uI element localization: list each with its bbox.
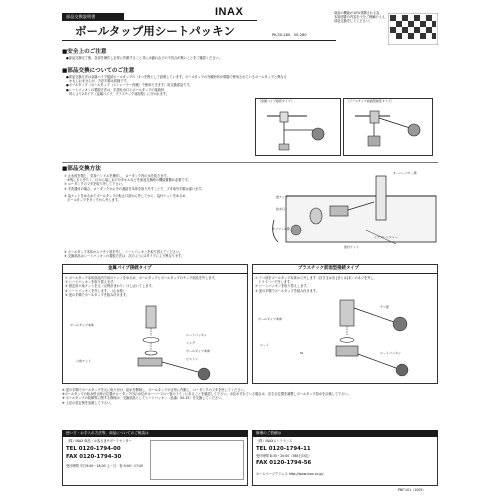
type-a-label-packing: シートパッキン [186,333,207,337]
type-b-title: プラスチック前面型接続タイプ [298,266,359,271]
fax-label: FAX [256,460,268,466]
type-b-title-rule [252,273,438,274]
procedure-steps: ① 止水栓を閉じ、気持ハンドルを操作し、ロータンク内の水を抜きます。 ※残しると冷たく、口から接しものやタオルなどを部品交換時の機能置側が必要です。 ② ロータンクのフタを取り外して下さい。 ③ 手洗器付の場合、ロータンクから中の連結を本体を取り外すことで、フタ取外手順は違います。 ③ 袋ナットをゆるめてボールタップの転止口部から外してから、袋付ナットをゆるめ、 ボールタップをタンクから外します。 [64,174,205,203]
footer-table-decor [150,440,244,480]
caution-text: ●部品交換方法は金属パイプ接続ボールタップの（1つを例として説明しています。ボールタップの外観形状が現場で使用されているボールタップと異なる かもしれませんが、方法手順は同様です。 ●ボールタップ（ボールタップ（ストレーナー内蔵）で使用できます）用交換部品です。 ●シートパッキンの着脱方法は、手洗吐水口とボールタップの接続材 料により2タイプ（金属パイプ、プラスチック前面型）に分かれます。 [66,75,287,96]
type-a-label-body2: ボールタップ本体 [186,349,210,353]
final-notes: ⑥ 逆の手順でボールタップを元に取り付け、給水を開始し、ボールタップが正常に作動し、ロータンクのフタを戻してください。 ※ボールタップの給水停止時の位置がロータンク内の水位がオーバーフロー管のラインにあることを確認して下さい。水位がずれている場合は、浮き玉位置を調整しボールタップ給水を点検して下さい。 ※ ボールタップの故障等に関する修理は、交換部品としてシートパッキン（品番：50-15）を交換してください。 ※ 上記の設定例を参照して下さい。 [62,388,351,405]
document-type-tab: 部品交換説明書 [62,13,124,20]
footer-support-hours: 受付時間 平日9:00〜18:00 土・日・祝 9:00〜17:00 [66,464,144,468]
brand-logo: INAX [215,6,244,18]
type-b-exploded-diagram [300,296,430,380]
type-a-steps: ① ボールタップ本体部品内方向のナットをゆるめ、ボールタップとボールタップのチップ部品を外します。 ② シートパッキンを取り替えます。 ③ 固定用六角ナットを元（反時計まわり）けしばいてします。 ④ シートパッキンを外します。（止水栓） ⑤ 逆の手順でボールタップを組み付けます。 [65,276,218,297]
footer-repair-url: ホームページアドレス http://www.inax.co.jp/ [256,472,324,476]
type-b-label-body: ボールタップ本体 [258,317,282,321]
footer-repair-header: 修理のご依頼は [252,430,438,437]
footer-repair-tel [256,446,311,453]
tel-number: 0120-1794-11 [268,446,311,452]
fax-label: FAX [66,454,78,460]
document-number: PNF'101（1005） [398,488,426,492]
type-a-label-ring: リング [186,341,195,345]
model-number: PK-50-280、50-280 [272,33,307,37]
procedure-title: ■部品交換方法 [62,166,101,172]
procedure-steps-continued: ④ ボールタップ本体からナモリ部を外し、シートパッキンを取り替えてください。 ⑤ 交換部品はシートパッキンの着脱方法は、次のように2タイプにより異なります。 [64,250,185,259]
footer-repair-org: （株）INAXメンテナンス [256,439,293,443]
tel-label: TEL [256,446,267,452]
diagram-label-subfill: サブフィル管 [272,227,290,231]
type-a-label-piston: ピストン [186,357,199,361]
notice-warning-graphic [388,13,438,45]
tel-number: 0120-1794-00 [78,446,121,452]
header-rule [62,20,257,21]
tel-label: TEL [66,446,77,452]
type-a-label-body: ボールタップ本体 [70,323,94,327]
fax-number: 0120-1794-30 [79,454,122,460]
footer-repair-fax [256,460,311,467]
type-a-label-hexnut: 六角ナット [76,359,91,363]
diagram-label-inlet: 給水口 [276,207,286,211]
page-title: ボールタップ用シートパッキン [75,24,235,38]
caution-title: ■部品交換についてのご注意 [62,68,135,74]
type-b-label-packing: シートパッキン [380,351,401,355]
ball-tap-plastic-illustration [350,108,430,154]
tank-disassembly-diagram [266,170,438,252]
ball-tap-metal-illustration [262,108,337,154]
footer-support-org: （株）INAX 商品・お客さまサポートセンター [66,439,132,443]
diagram-label-bag-nut: 袋付ナット [344,245,359,249]
section-divider [62,162,438,163]
footer-support-tel [66,446,121,453]
title-underline [62,40,336,41]
diagram-label-overflow: オーバーフロー管 [393,171,417,175]
type-b-steps: ① テコ部をボールタップ本体から外します（浮き玉は各 [まとは]本）のネジを外し、 ドライバーで外します。 ② シートパッキンを取り替えします。 ③ 逆の手順でボールタップを組み付けます。 [255,276,377,293]
footer-support-fax [66,454,121,461]
type-a-exploded-diagram [108,302,228,382]
type-b-label-lever: テコ部 [380,305,389,309]
type-b-label-ta: Ta [300,351,304,355]
type-a-title: 金属パイプ接続タイプ [108,266,152,271]
safety-title: ■安全上のご注意 [62,49,107,55]
header-notice: 商品の機能が10%発揮される為、 本説明書の内容を十分ご理解のうえ、 部品交換をしてください。 [334,11,389,24]
footer-support-header: 使い方・お手入れ方法等、商品についてのご相談は [62,430,248,437]
figure-metal-pipe-label: ［金属パイプ接続タイプ］ [258,99,294,103]
diagram-label-nut: 袋ナット [276,195,288,199]
diagram-label-refresher: リアフレッシャー [374,235,398,239]
fax-number: 0120-1794-56 [269,460,312,466]
type-a-title-rule [62,273,248,274]
type-b-label-seat: シート [260,343,270,347]
footer-repair-hours: 受付時間 8:30〜20:00（365日対応） [256,454,312,458]
figure-plastic-label: ［プラスチック前面型接続タイプ］ [346,99,394,103]
safety-text: ●部品交換完了後、各部を操作し正常に作動すること共に水漏れなどの不具合が無いことをご確認ください。 [66,56,222,60]
